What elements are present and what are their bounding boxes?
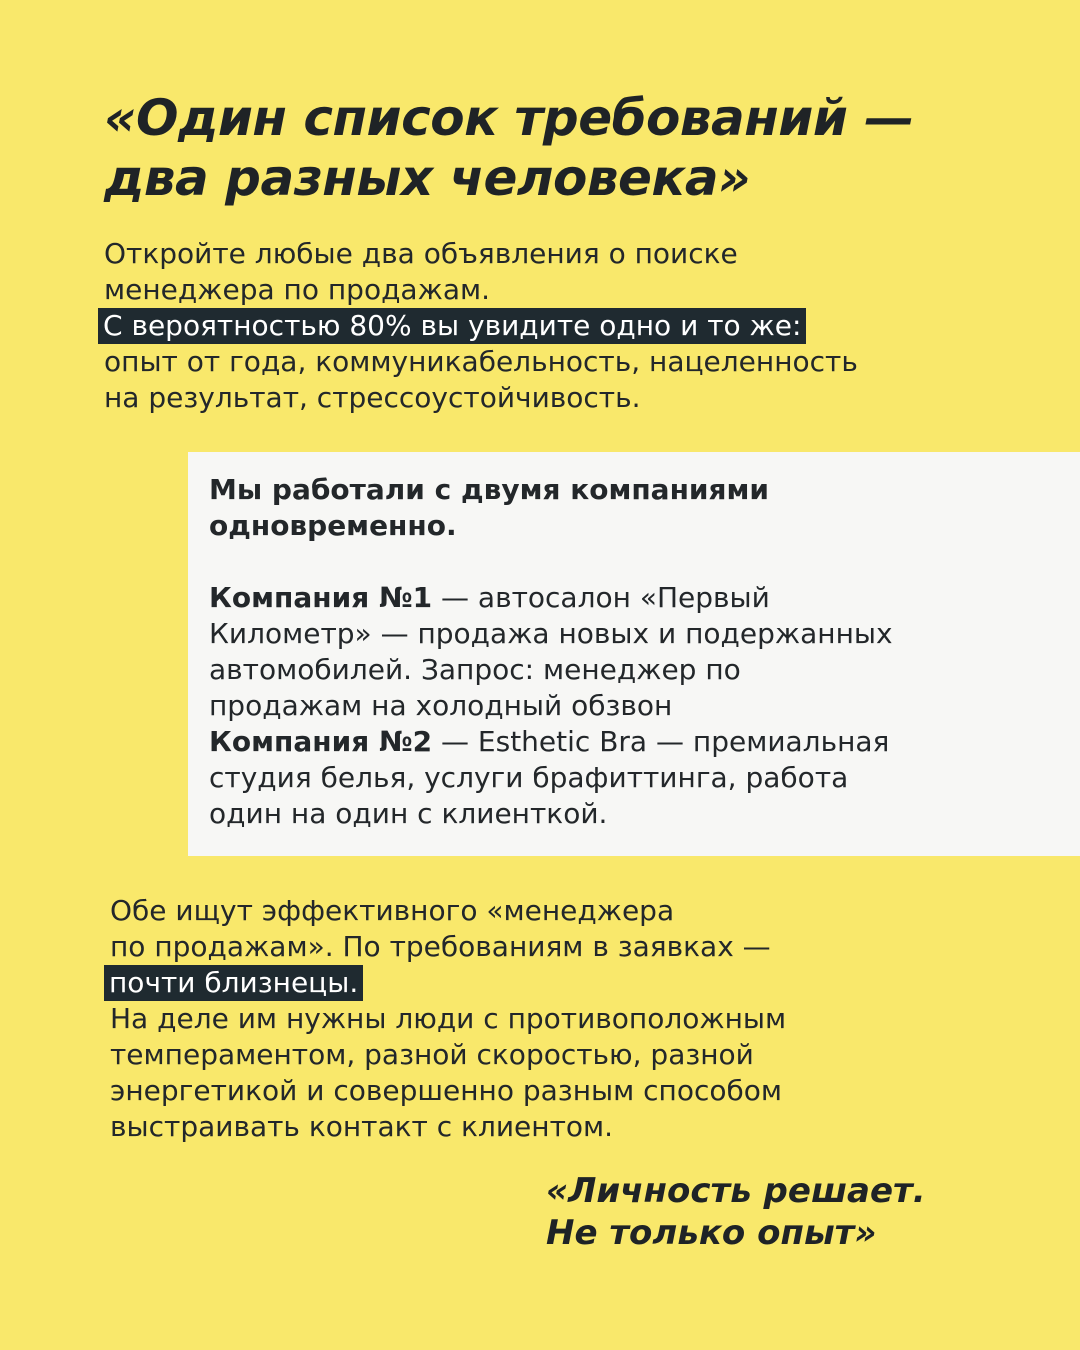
outro-line: энергетикой и совершенно разным способом (110, 1074, 783, 1107)
company-1-text: — автосалон «Первый (432, 581, 770, 614)
closing-quote-line: Не только опыт» (546, 1213, 877, 1253)
company-2-label: Компания №2 (209, 725, 433, 758)
company-2-line (209, 724, 1069, 760)
outro-paragraph (110, 893, 1010, 1145)
outro-line: выстраивать контакт с клиентом. (110, 1110, 614, 1143)
card-lead (209, 472, 1069, 544)
company-1-label: Компания №1 (209, 581, 433, 614)
company-1-line: Километр» — продажа новых и подержанных (209, 617, 893, 650)
intro-highlight: С вероятностью 80% вы увидите одно и то же: (98, 308, 806, 344)
closing-quote-line: «Личность решает. (546, 1171, 926, 1211)
closing-quote (546, 1170, 1026, 1254)
company-1-line (209, 580, 1069, 616)
outro-highlight: почти близнецы. (104, 965, 363, 1001)
intro-line: менеджера по продажам. (104, 273, 490, 306)
company-1-line: автомобилей. Запрос: менеджер по (209, 653, 741, 686)
outro-line: по продажам». По требованиям в заявках — (110, 930, 771, 963)
outro-line: На деле им нужны люди с противоположным (110, 1002, 787, 1035)
companies-card-content (209, 472, 1069, 832)
card-lead-line: Мы работали с двумя компаниями (209, 473, 770, 506)
intro-line: Откройте любые два объявления о поиске (104, 237, 738, 270)
company-2-text: — Esthetic Bra — премиальная (432, 725, 890, 758)
card-lead-line: одновременно. (209, 509, 457, 542)
intro-paragraph (104, 236, 1004, 416)
headline-line-1: «Один список требований — (104, 89, 914, 147)
company-2-line: один на один с клиенткой. (209, 797, 608, 830)
intro-line: опыт от года, коммуникабельность, нацеленность (104, 345, 858, 378)
outro-line: темпераментом, разной скоростью, разной (110, 1038, 754, 1071)
headline (104, 88, 1044, 208)
headline-line-2: два разных человека» (104, 149, 751, 207)
companies-card (188, 452, 1080, 856)
company-1-line: продажам на холодный обзвон (209, 689, 673, 722)
intro-line: на результат, стрессоустойчивость. (104, 381, 641, 414)
company-2-line: студия белья, услуги брафиттинга, работа (209, 761, 849, 794)
outro-line: Обе ищут эффективного «менеджера (110, 894, 675, 927)
